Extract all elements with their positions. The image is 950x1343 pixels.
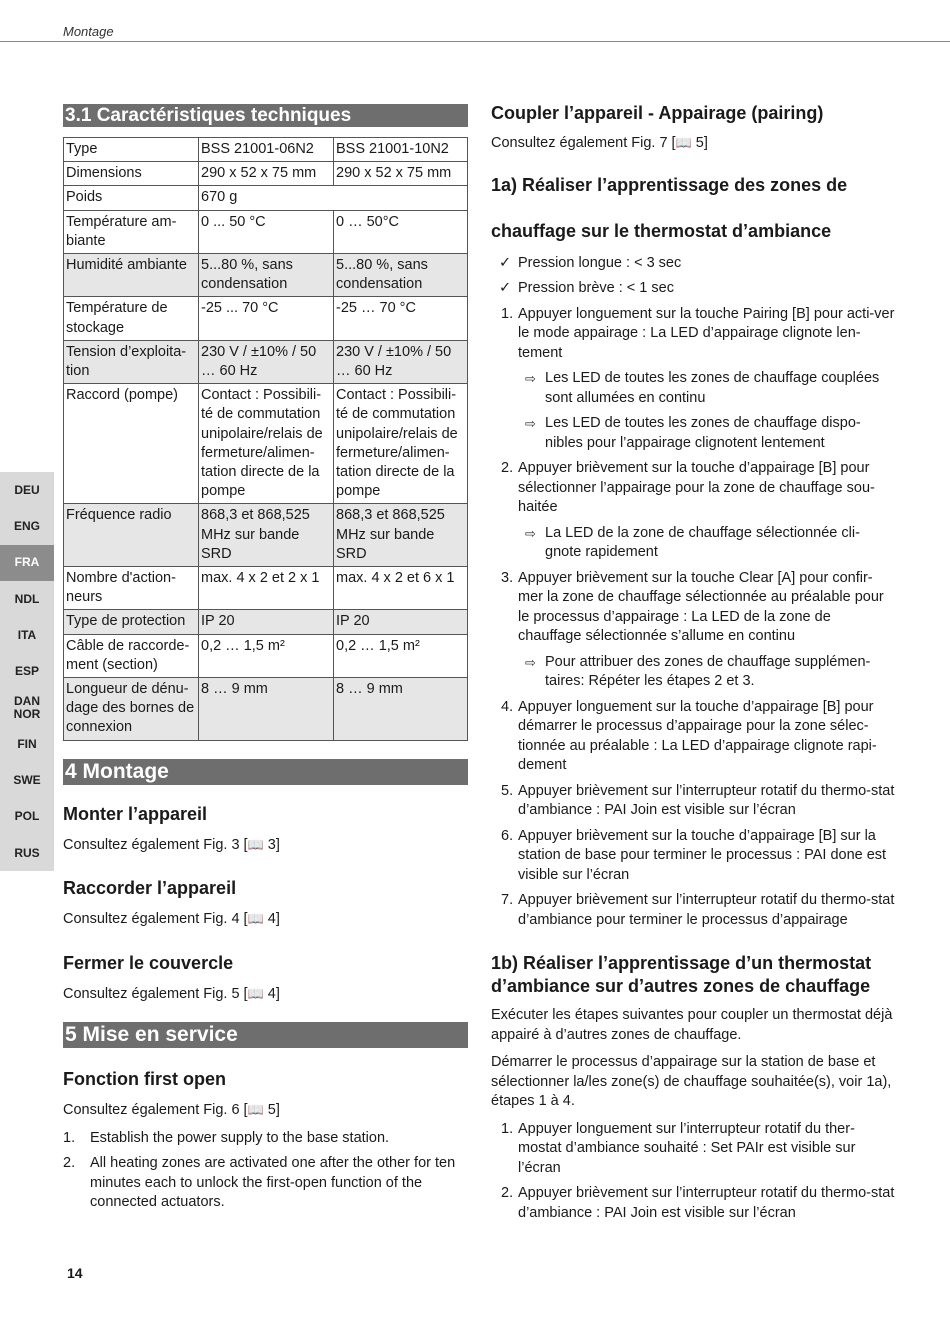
left-column: [63, 104, 468, 1219]
arrow-right-icon: ⇨: [525, 371, 536, 386]
check-item: [491, 279, 896, 299]
table-cell: 290 x 52 x 75 mm: [199, 162, 334, 186]
table-cell: 0,2 … 1,5 m²: [334, 634, 468, 677]
table-cell: 230 V / ±10% / 50 … 60 Hz: [199, 340, 334, 383]
ref-fermer: Consultez également Fig. 5 [📖 4]: [63, 985, 280, 1002]
step-text: Appuyer brièvement sur l’interrupteur rotatif du thermo-stat d’ambiance : PAI Join est visible sur l’écran: [518, 1185, 895, 1221]
list-item: [491, 782, 896, 821]
table-row: [64, 138, 468, 162]
step-number: 7.: [501, 892, 514, 908]
table-cell: Dimensions: [64, 162, 199, 186]
table-cell: 230 V / ±10% / 50 … 60 Hz: [334, 340, 468, 383]
section-title-service: 5 Mise en service: [63, 1022, 468, 1048]
lang-tab-pol[interactable]: POL: [14, 809, 40, 824]
table-cell: Type: [64, 138, 199, 162]
result-text: La LED de la zone de chauffage sélectionnée cli-gnote rapidement: [545, 524, 860, 560]
lang-tab-dan-nor[interactable]: DAN NOR: [13, 693, 41, 721]
page-number: 14: [67, 1265, 83, 1281]
table-cell: IP 20: [199, 610, 334, 634]
table-cell: IP 20: [334, 610, 468, 634]
check-icon: ✓: [499, 254, 512, 271]
lang-tab-ita[interactable]: ITA: [17, 627, 37, 642]
table-cell: Température de stockage: [64, 297, 199, 340]
table-cell: BSS 21001-10N2: [334, 138, 468, 162]
table-cell: 5...80 %, sans condensation: [199, 254, 334, 297]
result-item: [518, 524, 896, 563]
table-cell: 290 x 52 x 75 mm: [334, 162, 468, 186]
step-number: 2.: [501, 1185, 514, 1201]
step-number: 4.: [501, 698, 514, 715]
first-open-steps: [63, 1129, 468, 1213]
table-cell: 0,2 … 1,5 m²: [199, 634, 334, 677]
table-row: [64, 634, 468, 677]
table-row: [64, 567, 468, 610]
result-item: [518, 653, 896, 692]
table-cell: 868,3 et 868,525 MHz sur bande SRD: [334, 504, 468, 567]
table-row: [64, 210, 468, 253]
table-cell: Tension d’exploita-tion: [64, 340, 199, 383]
step-text: Appuyer brièvement sur la touche d’appairage [B] pour sélectionner l’appairage pour la zone de chauffage sou-haitée: [518, 460, 875, 515]
check-icon: ✓: [499, 280, 512, 296]
heading-monter: Monter l’appareil: [63, 803, 208, 824]
table-cell: Contact : Possibili-té de commutation unipolaire/relais de fermeture/alimen-tation directe de la pompe: [199, 384, 334, 504]
table-cell: 670 g: [199, 186, 468, 210]
table-cell: 8 … 9 mm: [199, 678, 334, 741]
table-cell: Fréquence radio: [64, 504, 199, 567]
step-number: 2.: [63, 1155, 76, 1172]
table-cell: 868,3 et 868,525 MHz sur bande SRD: [199, 504, 334, 567]
table-cell: Câble de raccorde-ment (section): [64, 634, 199, 677]
lang-tab-eng[interactable]: ENG: [13, 518, 40, 533]
table-cell: BSS 21001-06N2: [199, 138, 334, 162]
table-row: [64, 504, 468, 567]
table-row: [64, 162, 468, 186]
lang-tab-fra[interactable]: FRA: [0, 545, 54, 581]
book-icon: 📖: [675, 135, 692, 150]
step-text: Appuyer longuement sur l’interrupteur rotatif du ther-mostat d’ambiance souhaité : Set PAIr est visible sur l’écran: [518, 1120, 856, 1176]
table-row: [64, 297, 468, 340]
section-title-montage: 4 Montage: [63, 759, 468, 785]
step-text: Appuyer longuement sur la touche Pairing [B] pour acti-ver le mode appairage : La LED d’appairage clignote len-tement: [518, 305, 895, 361]
ref-pairing: Consultez également Fig. 7 [📖 5]: [491, 135, 708, 151]
list-item: [491, 891, 896, 930]
table-cell: Température am-biante: [64, 210, 199, 253]
spec-table: [63, 137, 468, 741]
heading-first-open: Fonction first open: [63, 1069, 226, 1090]
table-cell: -25 ... 70 °C: [199, 297, 334, 340]
arrow-right-icon: ⇨: [525, 654, 536, 670]
book-icon: 📖: [247, 911, 264, 927]
heading-1b: 1b) Réaliser l’apprentissage d’un thermostat d’ambiance sur d’autres zones de chauffage: [491, 953, 872, 996]
table-cell: Raccord (pompe): [64, 384, 199, 504]
check-text: Pression brève : < 1 sec: [518, 280, 674, 296]
step-number: 3.: [501, 569, 514, 586]
result-text: Les LED de toutes les zones de chauffage couplées sont allumées en continu: [545, 370, 880, 406]
list-item: [491, 569, 896, 692]
arrow-right-icon: ⇨: [525, 416, 536, 431]
header-rule: [0, 41, 950, 42]
check-list: [491, 254, 896, 299]
book-icon: 📖: [247, 836, 264, 852]
table-cell: -25 … 70 °C: [334, 297, 468, 340]
result-item: [518, 369, 896, 408]
heading-1a: 1a) Réaliser l’apprentissage des zones de chauffage sur le thermostat d’ambiance: [491, 174, 848, 241]
table-row: [64, 384, 468, 504]
arrow-right-icon: ⇨: [525, 525, 536, 541]
table-row: [64, 340, 468, 383]
book-icon: 📖: [247, 985, 264, 1001]
table-cell: 0 ... 50 °C: [199, 210, 334, 253]
language-tabs: [0, 472, 54, 871]
steps-1b: [491, 1120, 896, 1224]
table-cell: max. 4 x 2 et 2 x 1: [199, 567, 334, 610]
para-1b-1: Exécuter les étapes suivantes pour coupler un thermostat déjà appairé à d’autres zones de chauffage.: [491, 1007, 893, 1043]
heading-pairing: Coupler l’appareil - Appairage (pairing): [491, 103, 824, 123]
table-cell: 8 … 9 mm: [334, 678, 468, 741]
table-cell: Type de protection: [64, 610, 199, 634]
list-item: [491, 459, 896, 563]
ref-monter: Consultez également Fig. 3 [📖 3]: [63, 836, 280, 853]
lang-tab-rus[interactable]: RUS: [14, 845, 40, 860]
table-cell: 5...80 %, sans condensation: [334, 254, 468, 297]
table-row: [64, 610, 468, 634]
table-cell: Longueur de dénu-dage des bornes de connexion: [64, 678, 199, 741]
lang-tab-swe[interactable]: SWE: [13, 773, 41, 788]
step-number: 1.: [63, 1129, 76, 1146]
lang-tab-deu[interactable]: DEU: [14, 482, 40, 497]
right-column: [491, 102, 896, 1229]
running-header: Montage: [63, 24, 114, 39]
result-text: Pour attribuer des zones de chauffage supplémen-taires: Répéter les étapes 2 et 3.: [545, 653, 871, 689]
table-row: [64, 254, 468, 297]
step-text: Appuyer brièvement sur l’interrupteur rotatif du thermo-stat d’ambiance pour terminer le processus d’appairage: [518, 892, 895, 928]
list-item: [491, 827, 896, 886]
check-item: [491, 254, 896, 274]
result-text: Les LED de toutes les zones de chauffage dispo-nibles pour l’appairage clignotent lentement: [545, 415, 861, 451]
table-cell: Nombre d'action-neurs: [64, 567, 199, 610]
step-number: 2.: [501, 460, 514, 476]
table-cell: 0 … 50°C: [334, 210, 468, 253]
lang-tab-ndl[interactable]: NDL: [14, 591, 40, 606]
step-text: Appuyer longuement sur la touche d’appairage [B] pour démarrer le processus d’appairage pour la zone sélec-tionnée au préalable : La LED d’appairage clignote rapi-dement: [518, 698, 877, 773]
list-item: [491, 1184, 896, 1223]
list-item: [491, 1120, 896, 1179]
list-item: [63, 1154, 468, 1213]
result-item: [518, 414, 896, 453]
step-number: 1.: [501, 305, 514, 322]
step-text: Appuyer brièvement sur la touche Clear [A] pour confir-mer la zone de chauffage sélectionnée au préalable pour le processus d’appairage : La LED de la zone de chauffage sélectionnée s’allume en continu: [518, 569, 884, 644]
step-number: 1.: [501, 1120, 514, 1137]
list-item: [63, 1129, 468, 1149]
list-item: [491, 305, 896, 454]
table-cell: Contact : Possibili-té de commutation unipolaire/relais de fermeture/alimen-tation directe de la pompe: [334, 384, 468, 504]
steps-1a: [491, 305, 896, 931]
step-text: All heating zones are activated one after the other for ten minutes each to unlock the first-open function of the connected actuators.: [90, 1155, 456, 1211]
table-cell: Humidité ambiante: [64, 254, 199, 297]
heading-raccorder: Raccorder l’appareil: [63, 878, 237, 899]
step-text: Establish the power supply to the base station.: [90, 1129, 390, 1146]
step-text: Appuyer brièvement sur la touche d’appairage [B] sur la station de base pour terminer le processus : PAI done est visible sur l’écran: [518, 827, 887, 883]
check-text: Pression longue : < 3 sec: [518, 254, 682, 271]
table-cell: Poids: [64, 186, 199, 210]
table-row: [64, 678, 468, 741]
lang-tab-esp[interactable]: ESP: [14, 664, 39, 679]
section-title-tech: 3.1 Caractéristiques techniques: [63, 104, 468, 127]
ref-raccorder: Consultez également Fig. 4 [📖 4]: [63, 911, 280, 928]
ref-first-open: Consultez également Fig. 6 [📖 5]: [63, 1102, 280, 1119]
table-row: [64, 186, 468, 210]
table-cell: max. 4 x 2 et 6 x 1: [334, 567, 468, 610]
heading-fermer: Fermer le couvercle: [63, 952, 234, 973]
lang-tab-fin[interactable]: FIN: [17, 736, 37, 751]
para-1b-2: Démarrer le processus d’appairage sur la station de base et sélectionner la/les zone(s) de chauffage souhaitée(s), voir 1a), étapes 1 à 4.: [491, 1054, 892, 1109]
list-item: [491, 698, 896, 776]
step-text: Appuyer brièvement sur l’interrupteur rotatif du thermo-stat d’ambiance : PAI Join est visible sur l’écran: [518, 782, 895, 818]
book-icon: 📖: [247, 1102, 264, 1118]
step-number: 6.: [501, 827, 514, 844]
step-number: 5.: [501, 782, 514, 799]
